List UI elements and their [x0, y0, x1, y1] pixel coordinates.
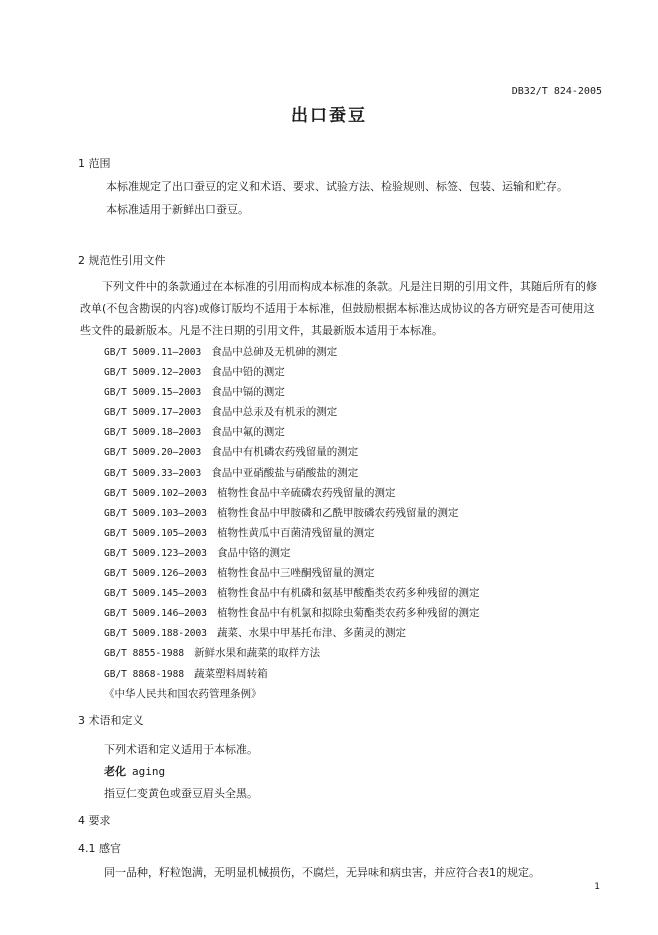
- reference-code: GB/T 5009.33—2003: [104, 467, 202, 479]
- standard-code: DB32/T 824-2005: [511, 86, 602, 97]
- reference-code: GB/T 5009.146—2003: [104, 608, 207, 620]
- reference-code: GB/T 5009.12—2003: [104, 367, 202, 379]
- reference-name: 植物性黄瓜中百菌清残留量的测定: [216, 526, 375, 539]
- reference-item: [104, 623, 479, 643]
- reference-item: [104, 402, 479, 422]
- reference-name: 食品中总汞及有机汞的测定: [211, 406, 338, 419]
- document-title: 出口蚕豆: [291, 106, 367, 126]
- reference-item: [104, 362, 479, 382]
- reference-item: [104, 503, 479, 523]
- reference-code: GB/T 8855-1988: [104, 648, 185, 660]
- reference-item: [104, 523, 479, 543]
- reference-item: [104, 543, 479, 563]
- section-4-heading: 4 要求: [78, 814, 111, 827]
- reference-item: [104, 563, 479, 583]
- reference-item: [104, 342, 479, 362]
- section-4-1-text: 同一品种，籽粒饱满，无明显机械损伤，不腐烂，无异味和病虫害，并应符合表1的规定。: [104, 866, 540, 879]
- reference-name: 植物性食品中甲胺磷和乙酰甲胺磷农药残留量的测定: [216, 506, 459, 519]
- reference-code: GB/T 5009.123—2003: [104, 547, 207, 559]
- section-1-paragraph: 本标准适用于新鲜出口蚕豆。: [106, 203, 249, 216]
- reference-code: GB/T 5009.103—2003: [104, 507, 207, 519]
- section-2-intro: 下列文件中的条款通过在本标准的引用而构成本标准的条款。凡是注日期的引用文件，其随后所有的修改单(不包含勘误的内容)或修订版均不适用于本标准，但鼓励根据本标准达成协议的各方研究是否可使用这些文件的最新版本。凡是不注日期的引用文件，其最新版本适用于本标准。: [80, 280, 597, 337]
- reference-name: 蔬菜塑料周转箱: [194, 667, 268, 680]
- reference-name: 食品中铬的测定: [216, 546, 291, 559]
- reference-name: 植物性食品中有机磷和氨基甲酸酯类农药多种残留的测定: [216, 587, 480, 600]
- reference-name: 新鲜水果和蔬菜的取样方法: [194, 647, 321, 660]
- reference-name: 植物性食品中辛硫磷农药残留量的测定: [216, 486, 396, 499]
- reference-item: [104, 463, 479, 483]
- section-1-paragraph: 本标准规定了出口蚕豆的定义和术语、要求、试验方法、检验规则、标签、包装、运输和贮存。: [106, 180, 568, 193]
- reference-name: 食品中有机磷农药残留量的测定: [211, 446, 359, 459]
- section-3-heading: 3 术语和定义: [78, 714, 144, 727]
- reference-item: [104, 664, 479, 684]
- term-english: aging: [132, 765, 166, 778]
- term-definition: 指豆仁变黄色或蚕豆眉头全黑。: [104, 787, 258, 800]
- reference-code: GB/T 5009.102—2003: [104, 487, 207, 499]
- reference-name: 食品中总砷及无机砷的测定: [211, 346, 338, 358]
- reference-item: [104, 442, 479, 462]
- reference-item: [104, 583, 479, 603]
- reference-name: 食品中铅的测定: [211, 366, 285, 379]
- reference-code: GB/T 5009.15—2003: [104, 387, 202, 399]
- reference-name: 食品中镉的测定: [211, 386, 285, 399]
- section-4-1-heading: 4.1 感官: [78, 842, 121, 855]
- reference-code: GB/T 5009.145—2003: [104, 588, 207, 600]
- reference-item: [104, 422, 479, 442]
- section-1-heading: 1 范围: [78, 157, 111, 170]
- reference-name: 食品中氟的测定: [211, 426, 285, 439]
- reference-code: GB/T 5009.17—2003: [104, 407, 202, 419]
- section-2-heading: 2 规范性引用文件: [78, 254, 166, 267]
- reference-code: GB/T 5009.105—2003: [104, 527, 207, 539]
- reference-item: [104, 643, 479, 663]
- reference-name: 食品中亚硝酸盐与硝酸盐的测定: [211, 466, 359, 479]
- reference-item: [104, 382, 479, 402]
- reference-item: [104, 603, 479, 623]
- reference-code: GB/T 5009.20—2003: [104, 447, 202, 459]
- reference-code: GB/T 8868-1988: [104, 668, 185, 680]
- term-entry: [104, 763, 165, 779]
- reference-code: GB/T 5009.11—2003: [104, 347, 202, 358]
- reference-code: GB/T 5009.18—2003: [104, 427, 202, 439]
- regulation-reference: 《中华人民共和国农药管理条例》: [104, 687, 262, 700]
- reference-name: 蔬菜、水果中甲基托布津、多菌灵的测定: [216, 627, 406, 640]
- reference-name: 植物性食品中三唑酮残留量的测定: [216, 567, 375, 580]
- reference-item: [104, 483, 479, 503]
- reference-list: [104, 342, 479, 704]
- reference-code: GB/T 5009.126—2003: [104, 568, 207, 580]
- term-chinese: 老化: [104, 765, 126, 778]
- reference-code: GB/T 5009.188-2003: [104, 628, 207, 640]
- reference-name: 植物性食品中有机氯和拟除虫菊酯类农药多种残留的测定: [216, 607, 480, 620]
- section-3-intro: 下列术语和定义适用于本标准。: [104, 743, 258, 756]
- page-number: 1: [594, 882, 600, 892]
